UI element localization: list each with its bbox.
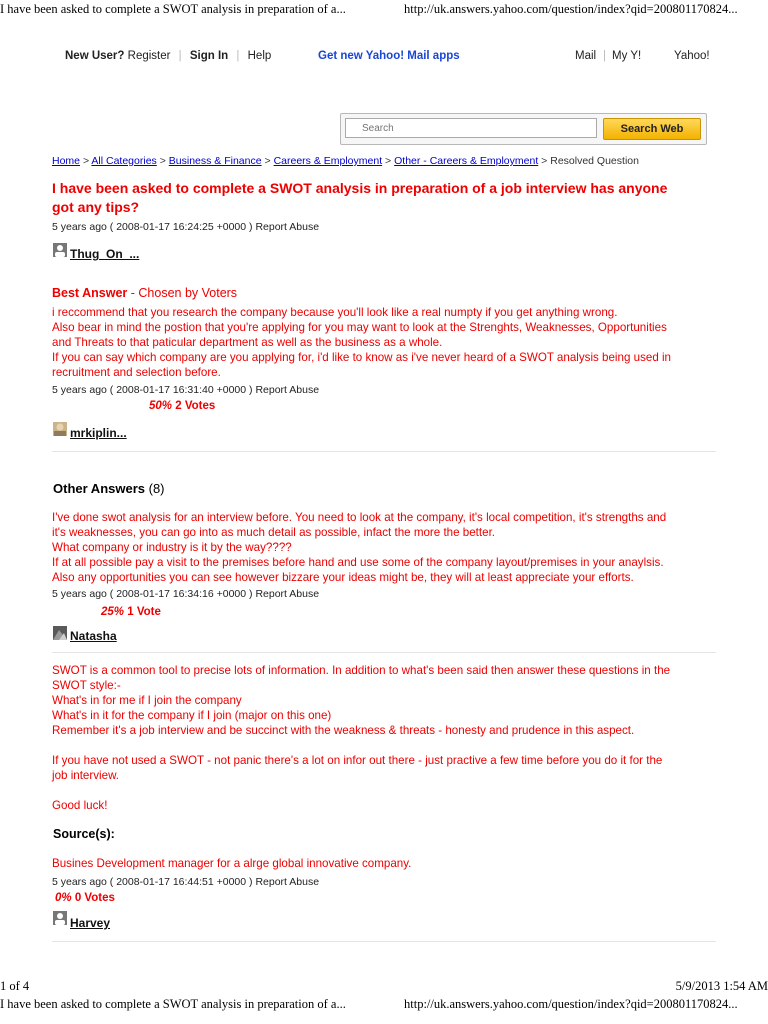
print-footer-datetime: 5/9/2013 1:54 AM [675, 979, 768, 993]
report-abuse-link[interactable]: Report Abuse [255, 221, 320, 233]
report-abuse-link[interactable]: Report Abuse [255, 588, 320, 600]
divider [52, 451, 716, 452]
search-web-button[interactable]: Search Web [603, 118, 701, 140]
answer-timestamp: 5 years ago ( 2008-01-17 16:31:40 +0000 ) [52, 384, 253, 396]
help-link[interactable]: Help [247, 50, 272, 62]
answer-timestamp: 5 years ago ( 2008-01-17 16:44:51 +0000 ) [52, 876, 253, 888]
nav-divider: | [236, 50, 240, 62]
answer-line: What company or industry is it by the way???? [52, 541, 292, 554]
chosen-by-voters: - Chosen by Voters [130, 286, 238, 300]
asker-link[interactable]: Thug_On_... [70, 247, 140, 261]
source-text: Busines Development manager for a alrge global innovative company. [52, 857, 412, 870]
breadcrumb-all-categories[interactable]: All Categories [91, 155, 157, 167]
breadcrumb-home[interactable]: Home [52, 155, 81, 167]
answer-line: job interview. [52, 769, 120, 782]
breadcrumb-current: Resolved Question [550, 155, 639, 167]
answer-votes [101, 606, 161, 618]
question-meta [52, 221, 319, 233]
top-nav [65, 50, 271, 62]
question-timestamp: 5 years ago ( 2008-01-17 16:24:25 +0000 ) [52, 221, 253, 233]
answer-line: Also bear in mind the postion that you're applying for you may want to look at the Strenghts, Weaknesses, Opportunities [52, 321, 667, 334]
print-header-url: http://uk.answers.yahoo.com/question/index?qid=200801170824... [404, 2, 738, 16]
user-photo-icon [53, 626, 67, 640]
answer-line: If you have not used a SWOT - not panic there's a lot on infor out there - just practive a few time before you do it for the [52, 754, 663, 767]
vote-percent: 25% [101, 606, 125, 618]
divider [52, 652, 716, 653]
answer-line: it's weaknesses, you can go into as much detail as possible, infact the more the better. [52, 526, 496, 539]
question-title-line1: I have been asked to complete a SWOT analysis in preparation of a job interview has anyone [52, 180, 668, 196]
answer-line: What's in for me if I join the company [52, 694, 242, 707]
yahoo-home-link[interactable]: Yahoo! [674, 50, 710, 62]
other-answers-heading [53, 481, 165, 496]
answer-line: SWOT is a common tool to precise lots of information. In addition to what's been said then answer these questions in the [52, 664, 671, 677]
answer-line: If at all possible pay a visit to the premises before hand and use some of the company layout/premises in your anaylsis. [52, 556, 664, 569]
report-abuse-link[interactable]: Report Abuse [255, 384, 320, 396]
vote-percent: 50% [149, 400, 173, 412]
vote-count: 2 Votes [175, 400, 216, 412]
best-answer-text [52, 305, 722, 380]
answer-line: i reccommend that you research the company because you'll look like a real numpty if you get anything wrong. [52, 306, 618, 319]
answer-line: If you can say which company are you applying for, i'd like to know as i've never heard of a SWOT analysis being used in [52, 351, 672, 364]
vote-count: 1 Vote [127, 606, 161, 618]
breadcrumb-other[interactable]: Other - Careers & Employment [394, 155, 539, 167]
answer-line: Remember it's a job interview and be succinct with the weakness & threats - honesty and prudence in this aspect. [52, 724, 635, 737]
register-link[interactable]: Register [127, 50, 171, 62]
print-footer-title: I have been asked to complete a SWOT analysis in preparation of a... [0, 997, 346, 1011]
mail-apps-link[interactable]: Get new Yahoo! Mail apps [318, 50, 460, 62]
best-answer-label: Best Answer [52, 286, 128, 300]
nav-divider: | [178, 50, 182, 62]
breadcrumb-separator: > [385, 155, 392, 167]
best-answerer-link[interactable]: mrkiplin... [70, 426, 127, 440]
divider [52, 941, 716, 942]
answer-line: I've done swot analysis for an interview before. You need to look at the company, it's local competition, it's strengths and [52, 511, 667, 524]
answer-line: and Threats to that paticular department as well as the business as a whole. [52, 336, 443, 349]
answer-line: Also any opportunities you can see however bizzare your ideas might be, they will at least appreciate your efforts. [52, 571, 634, 584]
answer-line: Good luck! [52, 799, 108, 812]
default-avatar-icon [53, 243, 67, 257]
answer-line: SWOT style:- [52, 679, 121, 692]
print-footer-page: 1 of 4 [0, 979, 30, 993]
answer-line: What's in it for the company if I join (major on this one) [52, 709, 332, 722]
question-title-line2: got any tips? [52, 199, 140, 215]
answerer-link[interactable]: Harvey [70, 916, 111, 930]
answer-line [52, 783, 722, 798]
answerer-link[interactable]: Natasha [70, 629, 117, 643]
best-answer-votes [149, 400, 215, 412]
answer-text [52, 510, 722, 585]
breadcrumb-separator: > [159, 155, 166, 167]
breadcrumb-separator: > [264, 155, 271, 167]
answer-line: recruitment and selection before. [52, 366, 221, 379]
sources-label: Source(s): [53, 827, 115, 841]
vote-percent: 0% [55, 892, 72, 904]
breadcrumb [52, 155, 639, 167]
other-answers-label: Other Answers [53, 481, 145, 496]
answer-line [52, 738, 722, 753]
breadcrumb-separator: > [82, 155, 90, 167]
best-answer-heading [52, 286, 237, 300]
answer-timestamp: 5 years ago ( 2008-01-17 16:34:16 +0000 ) [52, 588, 253, 600]
other-answers-count: (8) [148, 481, 165, 496]
answer-meta [52, 588, 319, 600]
search-bar [340, 113, 707, 145]
report-abuse-link[interactable]: Report Abuse [255, 876, 320, 888]
mail-link[interactable]: Mail [575, 50, 597, 62]
sign-in-link[interactable]: Sign In [189, 50, 229, 62]
answer-meta [52, 876, 319, 888]
vote-count: 0 Votes [74, 892, 115, 904]
answer-text [52, 663, 722, 813]
default-avatar-icon [53, 911, 67, 925]
best-answer-meta [52, 384, 319, 396]
search-input[interactable] [345, 118, 597, 138]
breadcrumb-careers[interactable]: Careers & Employment [273, 155, 383, 167]
breadcrumb-business-finance[interactable]: Business & Finance [168, 155, 262, 167]
print-header-title: I have been asked to complete a SWOT analysis in preparation of a... [0, 2, 346, 16]
my-yahoo-link[interactable]: My Y! [612, 50, 642, 62]
answer-votes [55, 892, 115, 904]
new-user-label: New User? [65, 50, 125, 62]
breadcrumb-separator: > [541, 155, 548, 167]
user-photo-icon [53, 422, 67, 436]
nav-divider: | [603, 50, 606, 62]
print-footer-url: http://uk.answers.yahoo.com/question/index?qid=200801170824... [404, 997, 738, 1011]
